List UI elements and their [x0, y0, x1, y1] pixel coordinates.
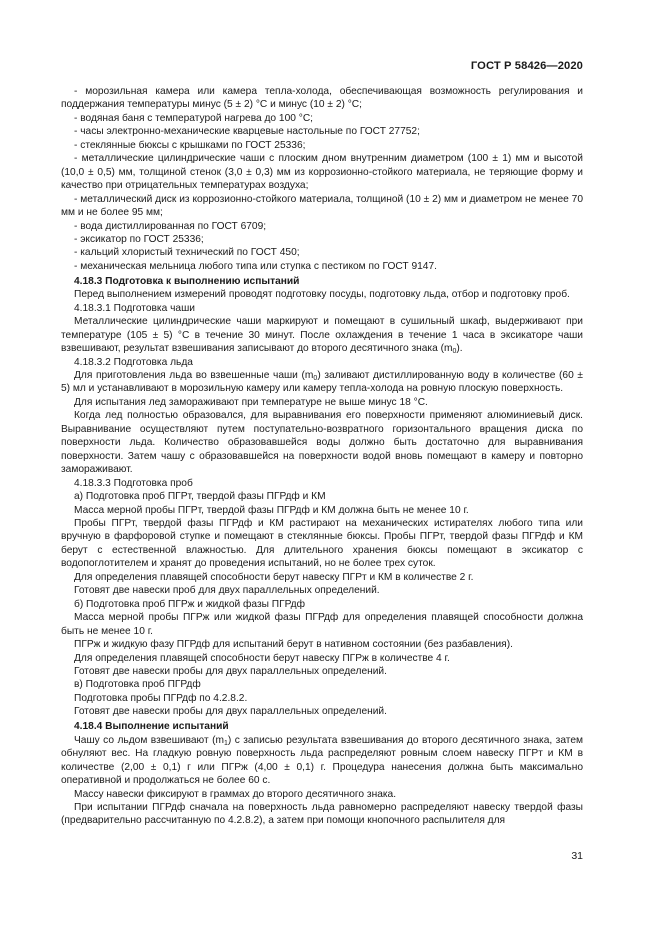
paragraph: - металлические цилиндрические чаши с плоским дном внутренним диаметром (100 ± 1) мм и высотой (10,0 ± 0,5) мм, толщиной стенок (3,0 ± 0,3) мм из коррозионно-стойкого материала, не теряющие форму и качество при отрицательных температурах воздуха;	[61, 153, 583, 192]
paragraph: Готовят две навески проб для двух параллельных определений.	[74, 585, 380, 597]
paragraph: - водяная баня с температурой нагрева до 100 °С;	[74, 112, 314, 124]
paragraph: б) Подготовка проб ПГРж и жидкой фазы ПГРдф	[74, 598, 305, 610]
paragraph: Пробы ПГРт, твердой фазы ПГРдф и КМ растирают на механических истирателях любого типа или вручную в фарфоровой ступке и помещают в стеклянные бюксы. Пробы ПГРт, твердой фазы ПГРдф и КМ берут с естественной влажностью. Для длительного хранения бюксы помещают в эксикатор с водопоглотителем и хранят до проведения испытаний, но не более трех суток.	[61, 518, 583, 570]
paragraph: Масса мерной пробы ПГРт, твердой фазы ПГРдф и КМ должна быть не менее 10 г.	[74, 504, 469, 516]
paragraph: Для приготовления льда во взвешенные чаши $(m_0)$ заливают дистиллированную воду в количестве (60 ± 5) мл и устанавливают в морозильную камеру или камеру тепла-холода на ровную плоскую поверхность.	[61, 370, 583, 395]
paragraph: - морозильная камера или камера тепла-холода, обеспечивающая возможность регулирования и поддержания температуры минус (5 ± 2) °С и минус (10 ± 2) °С;	[61, 86, 583, 111]
paragraph: Чашу со льдом взвешивают $(m_1)$ с записью результата взвешивания до второго десятичного знака, затем обнуляют вес. На гладкую ровную поверхность льда распределяют ровным слоем навеску ПГРт и КМ в количестве (2,00 ± 0,1) г или ПГРж (4,00 ± 0,1) г. Процедура нанесения должна быть максимально оперативной и продолжаться не более 60 с.	[61, 734, 583, 787]
paragraph: - металлический диск из коррозионно-стойкого материала, толщиной (10 ± 2) мм и диаметром не менее 70 мм и не более 95 мм;	[61, 193, 583, 219]
paragraph: Для испытания лед замораживают при температуре не выше минус 18 °С.	[74, 396, 428, 408]
document-body	[61, 85, 583, 828]
paragraph: - вода дистиллированная по ГОСТ 6709;	[74, 220, 267, 232]
paragraph: Готовят две навески пробы для двух параллельных определений.	[74, 665, 387, 677]
paragraph: Для определения плавящей способности берут навеску ПГРт и КМ в количестве 2 г.	[74, 571, 474, 583]
paragraph: 4.18.3.3 Подготовка проб	[74, 477, 193, 489]
paragraph: - часы электронно-механические кварцевые настольные по ГОСТ 27752;	[74, 126, 420, 138]
document-code: ГОСТ Р 58426—2020	[470, 60, 583, 72]
paragraph: Перед выполнением измерений проводят подготовку посуды, подготовку льда, отбор и подготовку проб.	[74, 289, 570, 301]
paragraph: в) Подготовка проб ПГРдф	[74, 679, 201, 691]
paragraph: 4.18.3.2 Подготовка льда	[74, 356, 193, 368]
section-heading: 4.18.3 Подготовка к выполнению испытаний	[74, 275, 300, 287]
paragraph: - эксикатор по ГОСТ 25336;	[74, 233, 204, 245]
paragraph: Масса мерной пробы ПГРж или жидкой фазы ПГРдф для определения плавящей способности должна быть не менее 10 г.	[61, 612, 583, 637]
paragraph: - кальций хлористый технический по ГОСТ 450;	[74, 247, 300, 259]
paragraph: Готовят две навески пробы для двух параллельных определений.	[74, 706, 387, 718]
paragraph: При испытании ПГРдф сначала на поверхность льда равномерно распределяют навеску твердой фазы (предварительно рассчитанную по 4.2.8.2), а затем при помощи кнопочного распылителя для	[61, 802, 583, 827]
paragraph: ПГРж и жидкую фазу ПГРдф для испытаний берут в нативном состоянии (без разбавления).	[74, 639, 513, 651]
paragraph: - механическая мельница любого типа или ступка с пестиком по ГОСТ 9147.	[74, 260, 437, 272]
paragraph: Подготовка пробы ПГРдф по 4.2.8.2.	[74, 692, 248, 704]
paragraph: а) Подготовка проб ПГРт, твердой фазы ПГРдф и КМ	[74, 491, 326, 503]
page-number: 31	[571, 850, 583, 862]
paragraph: - стеклянные бюксы с крышками по ГОСТ 25336;	[74, 139, 306, 151]
paragraph: 4.18.3.1 Подготовка чаши	[74, 302, 195, 314]
paragraph: Когда лед полностью образовался, для выравнивания его поверхности применяют алюминиевый диск. Выравнивание осуществляют путем поступательно-возвратного горизонтального вращения диска по поверхности льда. Количество образовавшейся воды должно быть достаточно для выравнивания поверхности. Затем чашу с образовавшейся на поверхности водой вновь помещают в камеру и повторно замораживают.	[61, 410, 583, 476]
paragraph: Для определения плавящей способности берут навеску ПГРж в количестве 4 г.	[74, 652, 450, 664]
section-heading: 4.18.4 Выполнение испытаний	[74, 721, 229, 733]
paragraph: Массу навески фиксируют в граммах до второго десятичного знака.	[74, 788, 397, 800]
paragraph: Металлические цилиндрические чаши маркируют и помещают в сушильный шкаф, выдерживают при температуре (105 ± 5) °С в течение 30 минут. После охлаждения в течение 1 часа в эксикаторе чаши взвешивают, результат взвешивания записывают до второго десятичного знака $(m_0)$.	[61, 316, 583, 356]
